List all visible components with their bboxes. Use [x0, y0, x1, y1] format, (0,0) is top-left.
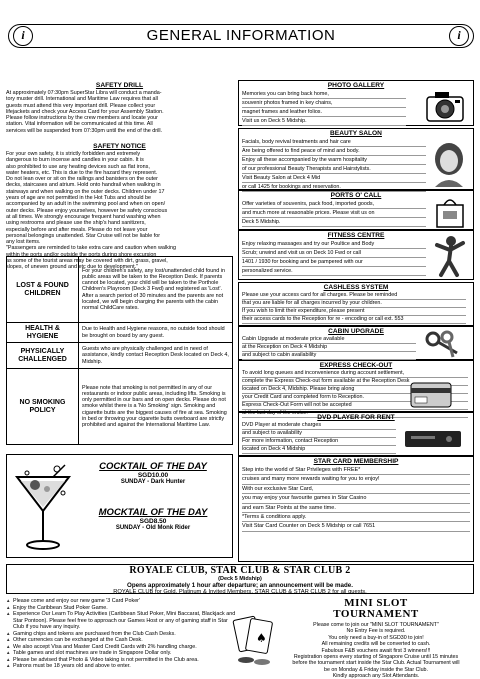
ports-o-call-title: PORTS O' CALL: [330, 192, 382, 199]
mini-slot-line: No Entry Fee is required.: [346, 628, 406, 635]
safety-notice-line: slopes, of uneven ground and etc due to development.": [6, 264, 138, 271]
list-item: ▲ Gaming chips and tokens are purchased from the Club Cash Desks.: [6, 631, 236, 638]
section-line: at the Reception on Deck 4 Midship: [242, 344, 416, 352]
section-line: Visit Star Card Counter on Deck 5 Midship or call 7651: [242, 522, 470, 531]
star-card-section: [238, 456, 474, 562]
dvd-player-icon: [403, 423, 463, 453]
safety-notice-line: within the ports and/or outside the ports during shore excursion: [6, 251, 157, 258]
royale-club-title: ROYALE CLUB, STAR CLUB & STAR CLUB 2: [129, 565, 351, 576]
row-label-physically-challenged: PHYSICALLY CHALLENGED: [7, 343, 79, 369]
info-icon: i: [13, 26, 33, 46]
section-line: If you wish to limit their expenditure, please present: [242, 308, 466, 316]
mini-slot-line: be on Monday & Friday inside the Star Club.: [324, 666, 428, 673]
section-line: located on Deck 4, Midship. Please bring along: [242, 386, 468, 394]
section-line: and much more at reasonable prices. Please visit us on: [242, 209, 426, 218]
section-line: Offer varieties of souvenirs, pack food, imported goods,: [242, 200, 426, 209]
safety-notice-line: stairways and when walking on the outer decks. Children under 17: [6, 188, 165, 195]
shopping-bag-icon: [433, 197, 467, 229]
row-label-health: HEALTH & HYGIENE: [7, 323, 79, 343]
woman-portrait-icon: [429, 139, 469, 187]
camera-icon: [423, 87, 467, 125]
section-line: their access cards to the Reception for re - encoding or call ext. 553: [242, 316, 466, 324]
royale-club-opening: Opens approximately 1 hour after departure; an announcement will be made.: [127, 582, 353, 589]
section-line: souvenir photos framed in key chains,: [242, 99, 406, 108]
section-line: personalized service.: [242, 267, 426, 276]
fitness-centre-title: FITNESS CENTRE: [327, 232, 385, 239]
section-line: cruises and many more rewards waiting for you to enjoy!: [242, 475, 470, 484]
photo-gallery-section: [238, 80, 474, 126]
safety-notice-title: SAFETY NOTICE: [93, 143, 146, 150]
table-row: [7, 369, 233, 445]
cocktail-name: SUNDAY - Dark Hunter: [120, 479, 186, 485]
section-line: For more information, contact Reception: [242, 438, 396, 446]
section-line: located on Deck 4 Midship: [242, 446, 396, 454]
cabin-upgrade-section: [238, 326, 474, 360]
section-line: Step into the world of Star Privileges with FREE*: [242, 466, 470, 475]
list-item: ▲ Please be advised that Photo & Video taking is not permitted in the Club area.: [6, 657, 236, 664]
safety-drill-line: tory muster drill. International and Maritime Law requires that all: [6, 96, 158, 103]
section-line: Express Check-Out Form will not be accepted: [242, 402, 468, 410]
mini-slot-line: before the tournament start inside the Star Club. Actual Tournament will: [292, 660, 460, 667]
section-line: or call 1425 for bookings and reservation.: [242, 183, 426, 192]
mini-slot-line: Please come to join our "MINI SLOT TOURNAMENT": [313, 622, 439, 628]
safety-notice-line: For your own safety, it is strictly forbidden and extremely: [6, 151, 141, 157]
list-item: ▲ Please come and enjoy our new game '3 Card Poker': [6, 598, 236, 605]
mini-slot-line: Fabulous F&B vouchers await first 3 winners!!!: [321, 647, 431, 654]
mini-slot-line: Registration opens every starting of Singapore Cruise until 15 minutes: [293, 654, 459, 661]
section-line: and earn Star Points at the same time.: [242, 504, 470, 513]
info-icon: i: [449, 26, 469, 46]
section-line: 1401 / 1930 for booking and be pampered with our: [242, 258, 426, 267]
fitness-centre-section: [238, 230, 474, 280]
safety-notice-line: years of age are not permitted in the Hot Tubs and should be: [6, 195, 152, 202]
section-line: magnet frames and leather folios.: [242, 108, 406, 117]
section-line: of our professional Beauty Therapists and Hairstylists.: [242, 165, 426, 174]
section-line: Enjoy relaxing massages and try our Poultice and Body: [242, 240, 426, 249]
row-text-physically-challenged: Guests who are physically challenged and in need of assistance, kindly contact Reception Desk located on Deck 4, Midship.: [79, 343, 233, 369]
mini-slot-title: MINI SLOT: [344, 597, 408, 609]
mini-slot-line: All remaining credits will be converted to cash.: [321, 641, 431, 648]
dvd-player-section: [238, 412, 474, 456]
row-text-no-smoking: Please note that smoking is not permitted in any of our restaurants or indoor public areas, including lifts. Smoking is only permitted in our bars and on open decks. Please do not smoke whilst there is a 'No Smoking' sign. Smoking and cigarette butts are the biggest causes of fire at sea. Smoking in bed or throwing your cigarette butts overboard are strictly prohibited and against the International Maritime Law.: [79, 369, 233, 445]
safety-drill-title: SAFETY DRILL: [95, 82, 144, 89]
beauty-salon-title: BEAUTY SALON: [330, 130, 382, 137]
cocktail-section: [6, 454, 233, 558]
cashless-system-section: [238, 282, 474, 326]
mini-slot-line: Kindly approach any Slot Attendants.: [332, 673, 420, 679]
safety-notice-line: outer decks. Please enjoy yourselves, however be safety conscious: [6, 207, 168, 214]
section-line: Visit Beauty Salon at Deck 4 Mid: [242, 174, 426, 183]
page-header: [8, 24, 474, 48]
table-row: [7, 323, 233, 343]
section-line: at the last day of the cruise.: [242, 410, 468, 418]
safety-notice-line: Do not lean over or sit on the railings and banisters on the outer: [6, 176, 158, 183]
cocktail-title: COCKTAIL OF THE DAY: [99, 461, 207, 472]
table-row: [7, 343, 233, 369]
safety-notice-line: "Passengers are reminded to take extra care and caution when walking: [6, 245, 177, 252]
cocktail-price: SGD10.00: [137, 472, 169, 479]
safety-drill-line: guests must attend this very important drill. Please collect your: [6, 102, 156, 109]
list-item: ▲ We also accept Visa and Master Card Credit Cards with 2% handling charge.: [6, 644, 236, 651]
section-line: Visit us on Deck 5 Midship.: [242, 117, 406, 126]
safety-drill-line: services will be suspended from 07:30pm until the end of the drill.: [6, 127, 163, 134]
section-line: Memories you can bring back home,: [242, 90, 406, 99]
section-line: that you are liable for all charges incurred by your children.: [242, 300, 466, 308]
list-item: ▲ Table games and slot machines are trade in Singapore Dollar only.: [6, 650, 236, 657]
royale-club-location: (Deck 5 Midship): [218, 576, 262, 582]
section-line: Scrub; unwind and visit us on Deck 10 Fwd or call: [242, 249, 426, 258]
section-line: With our exclusive Star Card,: [242, 485, 470, 494]
ports-o-call-section: [238, 190, 474, 230]
cashless-system-title: CASHLESS SYSTEM: [323, 284, 389, 291]
section-line: you may enjoy your favourite games in Star Casino: [242, 494, 470, 503]
beauty-salon-section: [238, 128, 474, 190]
section-line: and subject to availability: [242, 430, 396, 438]
row-label-no-smoking: NO SMOKING POLICY: [7, 369, 79, 445]
safety-drill-line: lifejackets and check your Access Card for your Assembly Station.: [6, 108, 164, 115]
safety-notice-line: at all times. We strongly encourage frequent hand washing when: [6, 213, 161, 220]
photo-gallery-title: PHOTO GALLERY: [327, 82, 385, 89]
mocktail-name: SUNDAY - Old Monk Rider: [115, 525, 191, 531]
section-line: complete the Express Check-out form available at the Reception Desk: [242, 378, 468, 386]
list-item: ▲ Other currencies can be exchanged at the Cash Desk.: [6, 637, 236, 644]
row-label-lost-found: LOST & FOUND CHILDREN: [7, 257, 79, 323]
section-line: and subject to cabin availability: [242, 352, 416, 360]
playing-cards-icon: [232, 610, 278, 668]
page-title: GENERAL INFORMATION: [146, 27, 336, 44]
safety-notice-line: using restrooms and please use the ship's hand sanitizers,: [6, 220, 146, 227]
safety-notice-line: as some of the tourist areas may be covered with dirt, grass, gravel,: [6, 258, 168, 265]
section-line: DVD Player at moderate charges: [242, 422, 396, 430]
safety-notice-text: [6, 151, 233, 271]
mini-slot-title-line2: TOURNAMENT: [333, 608, 419, 620]
row-text-health: Due to Health and Hygiene reasons, no outside food should be brought on board by any guest.: [79, 323, 233, 343]
section-line: Facials, body revival treatments and hair care: [242, 138, 426, 147]
section-line: Enjoy all these accompanied by the warm hospitality: [242, 156, 426, 165]
mocktail-price: SGD8.50: [139, 518, 167, 525]
royale-club-banner: [6, 564, 474, 594]
club-info-list: [6, 598, 236, 670]
section-line: Please use your access card for all charges. Please be reminded: [242, 292, 466, 300]
section-line: Cabin Upgrade at moderate price available: [242, 336, 416, 344]
cocktail-glass-icon: [13, 463, 73, 553]
section-line: Are being offered to find peace of mind and body.: [242, 147, 426, 156]
star-card-title: STAR CARD MEMBERSHIP: [313, 458, 399, 465]
safety-notice-line: dangerous to burn incense and candles in your cabin. It is: [6, 157, 144, 164]
safety-notice-line: also prohibited to use any heating devices such as flat irons,: [6, 163, 150, 170]
mocktail-title: MOCKTAIL OF THE DAY: [98, 507, 208, 518]
dvd-player-title: DVD PLAYER FOR RENT: [317, 414, 395, 421]
table-row: [7, 257, 233, 323]
safety-notice-line: water heaters, etc. This is due to the fire hazard they represent.: [6, 169, 158, 176]
express-check-out-section: [238, 360, 474, 416]
safety-notice-line: decks, staircases and atrium. Hold onto handrail when walking in: [6, 182, 161, 189]
cabin-upgrade-title: CABIN UPGRADE: [328, 328, 384, 335]
safety-drill-section: [6, 81, 233, 149]
safety-drill-line: At approximately 07:30pm SuperStar Libra will conduct a manda-: [6, 90, 162, 96]
safety-drill-text: [6, 90, 233, 134]
mini-slot-text: [278, 622, 474, 679]
exercising-person-icon: [431, 235, 467, 279]
list-item: ▲ Patrons must be 18 years old and above to enter.: [6, 663, 236, 670]
credit-card-icon: [409, 379, 453, 409]
row-text-lost-found: For your children's safety, any lost/unattended child found in public areas will be taken to the Reception Desk. If parents cannot be located, your child will be taken to the Porthole Children's Playroom (Deck 3 Fwd) and registered as 'Lost'. After a search period of 30 minutes and the parents are not located, we will begin charging the parents with the cabin normal ChildCare rates.: [79, 257, 233, 323]
safety-drill-line: station. Vital information will be communicated at this time. All: [6, 121, 153, 128]
safety-notice-line: any lost items.: [6, 239, 41, 246]
express-check-out-title: EXPRESS CHECK-OUT: [319, 362, 393, 369]
mini-slot-line: You only need a buy-in of SGD30 to join!: [328, 634, 424, 641]
keys-icon: [423, 329, 463, 359]
mini-slot-section: [278, 598, 474, 679]
safety-drill-line: Please follow instructions by the crew members and locate your: [6, 115, 158, 122]
safety-notice-line: accompanied by an adult in the swimming pool and when on open/: [6, 201, 166, 208]
info-table: [6, 256, 233, 445]
section-line: To avoid long queues and inconvenience during account settlement,: [242, 370, 468, 378]
royale-club-access: ROYALE CLUB for Gold, Platinum & Invited Members, STAR CLUB & STAR CLUB 2 for all guests.: [113, 589, 367, 595]
safety-notice-line: personal belongings unattended. Star Cruise will not be liable for: [6, 232, 161, 239]
section-line: your Credit Card and completed form to Reception.: [242, 394, 468, 402]
list-item: ▲ Enjoy the Caribbean Stud Poker Game.: [6, 605, 236, 612]
safety-notice-line: especially before and after meals. Please do not leave your: [6, 226, 148, 233]
list-item: ▲ Experience Our Learn To Play Activities (Caribbean Stud Poker, Mini Baccarat, Blackjack and Star Pontoon). Please feel free to approach our Games Host or any of gaming staff in Star Club if you have any inquiry.: [6, 611, 236, 631]
section-line: *Terms & conditions apply.: [242, 513, 470, 522]
svg-text:♠: ♠: [256, 631, 267, 645]
section-line: Deck 5 Midship.: [242, 218, 426, 227]
